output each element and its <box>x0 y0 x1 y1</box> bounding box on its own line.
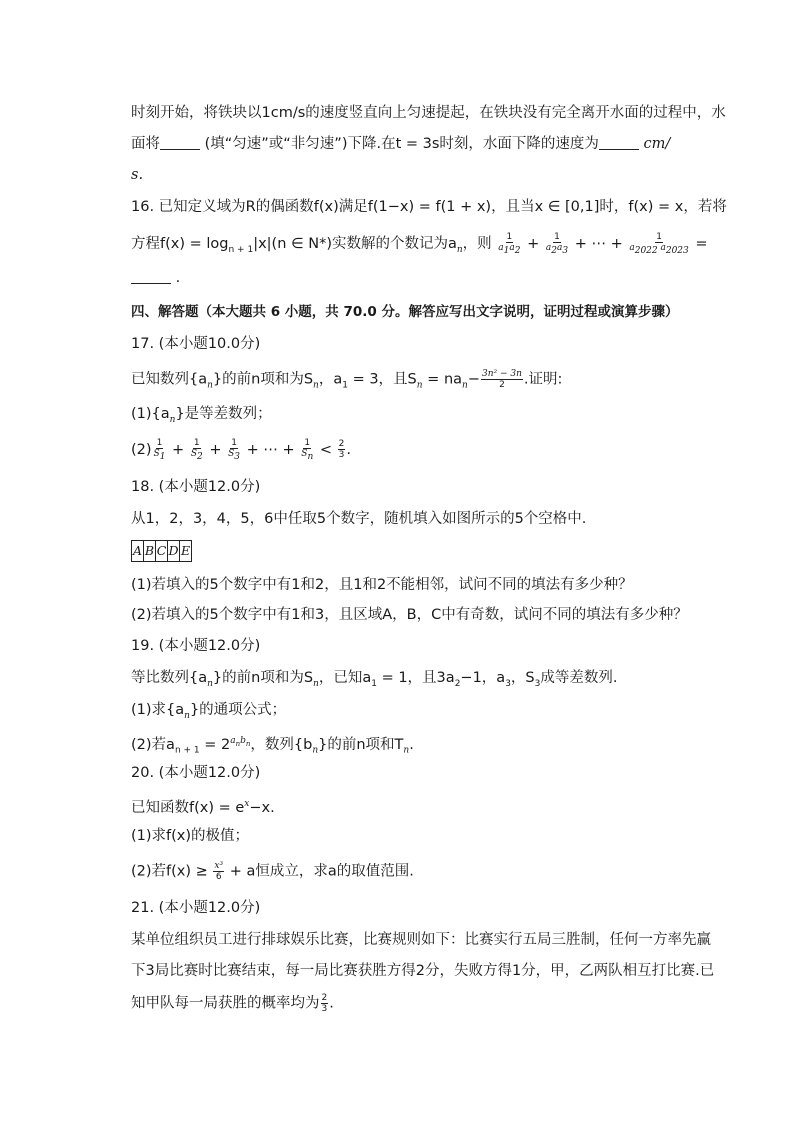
q19-stem-g: 成等差数列. <box>540 670 618 686</box>
q19-stem <box>131 668 617 694</box>
q19-stem-b: }的前n项和为S <box>212 670 314 686</box>
q20-stem-b: −x. <box>249 799 275 816</box>
grid-cell-a: A <box>131 540 144 562</box>
q19-stem-d: = 1，且3a <box>376 670 455 686</box>
sub-n: n <box>456 244 463 255</box>
p16-line2-a: 方程f(x) = log <box>131 235 229 252</box>
q17-part2: (2) $\frac{1}{S_1}$ + $\frac{1}{S_2}$ + $\frac{1}{S_3}$ + ⋯ + $\frac{1}{S_n}$ < $\frac{2}{3}$ . <box>131 438 351 462</box>
q20-part2-b: + a恒成立，求a的取值范围. <box>225 863 414 880</box>
q20-stem-sup: x <box>244 799 250 809</box>
q20-frac-num: x³ <box>214 861 224 871</box>
p16-line2-b: |x|(n ∈ N*)实数解的个数记为a <box>253 235 457 252</box>
p15-line2-b: (填“匀速”或“非匀速”)下降.在t = 3s时刻，水面下降的速度为 <box>204 136 599 152</box>
q21-line2 <box>131 961 714 981</box>
sub-1: 1 <box>371 678 377 689</box>
frac-1-a2a3: $\frac{1}{a_2a_3}$ <box>545 232 569 256</box>
q17-frac <box>481 369 523 390</box>
p16-log-base: n + 1 <box>228 244 254 255</box>
p15-unit: cm/ <box>643 136 671 152</box>
p16-line2: 方程$f(x) = \log_{n + 1}|x|(n$ ∈ N*)实数解的个数记为$a_n$，则 $\frac{1}{a_1a_2}$ + $\frac{1}{a_2a_3}$ + ⋯ + $\frac{1}{a_{2022} a_{2023}}$ = <box>131 232 708 256</box>
q19-part2-e: . <box>409 736 414 753</box>
frac-2-3 <box>321 993 329 1014</box>
q21-head <box>131 898 260 918</box>
p15-line2 <box>131 134 670 154</box>
q20-part1 <box>131 826 249 846</box>
q21-line2-text: 下3局比赛时比赛结束，每一局比赛获胜方得2分，失败方得1分，甲，乙两队相互打比赛.已 <box>131 963 715 979</box>
q18-head <box>131 477 260 497</box>
sub-3: 3 <box>534 678 541 689</box>
q17-frac2-num: 2 <box>338 439 345 450</box>
q19-stem-f: ，S <box>510 670 535 686</box>
q21-line3-end: . <box>329 995 334 1012</box>
q19-part2-sub: n + 1 <box>174 745 200 756</box>
q19-part1-b: }的通项公式； <box>189 702 287 718</box>
q19-part1 <box>131 700 286 726</box>
q21-frac-den: 3 <box>321 1004 328 1014</box>
q21-frac-num: 2 <box>321 993 328 1003</box>
sub-n: n <box>313 380 319 391</box>
q19-stem-c: ，已知a <box>318 670 372 686</box>
q17-stem-f: − <box>467 371 480 388</box>
section-4-title <box>131 302 679 322</box>
q17-stem <box>131 369 562 395</box>
q19-part2-a: (2)若a <box>131 736 175 753</box>
sub-2: 2 <box>454 678 461 689</box>
sub-n: n <box>207 380 213 391</box>
frac-2-3 <box>338 439 346 460</box>
sub-n: n <box>462 380 468 391</box>
frac-x3-6 <box>213 861 224 882</box>
sub-n: n <box>169 414 176 425</box>
q17-part1-b: }是等差数列； <box>175 406 272 422</box>
exponent-an-bn: anbn <box>230 736 251 748</box>
q17-part2-a: (2) <box>131 441 152 458</box>
q17-stem-d: = 3，且S <box>347 371 417 388</box>
q18-part1-text: (1)若填入的5个数字中有1和2，且1和2不能相邻，试问不同的填法有多少种？ <box>131 577 633 593</box>
sub-n: n <box>184 710 190 721</box>
q20-head <box>131 763 260 783</box>
frac-1-s3: $\frac{1}{S_3}$ <box>228 438 241 462</box>
grid-cell-b: B <box>144 540 156 562</box>
grid-cell-d: D <box>168 540 180 562</box>
p15-line1-text: 时刻开始，将铁块以1cm/s的速度竖直向上匀速提起，在铁块没有完全离开水面的过程中，水 <box>131 105 726 121</box>
q20-part2-a: (2)若f(x) ≥ <box>131 863 213 880</box>
q19-part2 <box>131 731 414 761</box>
p15-line3 <box>131 165 143 185</box>
q21-line3-text: 知甲队每一局获胜的概率均为 <box>131 995 320 1012</box>
q18-part1 <box>131 575 633 595</box>
q18-part2-text: (2)若填入的5个数字中有1和3，且区域A，B，C中有奇数，试问不同的填法有多少种？ <box>131 607 688 623</box>
q21-line3 <box>131 993 334 1014</box>
answer-blank <box>599 135 639 150</box>
q20-stem <box>131 794 275 818</box>
q20-head-text: 20. (本小题12.0分) <box>131 765 261 781</box>
grid-cell-e: E <box>180 540 192 562</box>
q17-part1-a: (1){a <box>131 406 170 422</box>
p16-equals: = <box>695 235 708 252</box>
q17-frac-den: 2 <box>499 380 505 390</box>
q18-head-text: 18. (本小题12.0分) <box>131 479 261 495</box>
q17-stem-g: .证明: <box>523 371 563 388</box>
frac-1-a2022a2023: $\frac{1}{a_{2022} a_{2023}}$ <box>629 232 689 256</box>
q18-stem <box>131 509 586 529</box>
q17-less-than: < <box>319 441 337 458</box>
q17-stem-b: }的前n项和为S <box>212 371 314 388</box>
q19-part2-sup: a <box>230 736 236 746</box>
p16-line1-text: 16. 已知定义域为R的偶函数f(x)满足f(1−x) = f(1 + x)，且当x ∈ [0,1]时，f(x) = x，若将 <box>131 199 727 215</box>
q19-part2-d: }的前n项和T <box>318 736 404 753</box>
q17-stem-c: ，a <box>318 371 343 388</box>
q21-head-text: 21. (本小题12.0分) <box>131 900 261 916</box>
sub-3: 3 <box>505 678 511 689</box>
q20-frac-den: 6 <box>215 872 222 882</box>
q19-stem-a: 等比数列{a <box>131 670 208 686</box>
p16-period: . <box>175 270 181 286</box>
q20-part2 <box>131 861 414 882</box>
q19-head-text: 19. (本小题12.0分) <box>131 638 261 654</box>
q19-part1-a: (1)求{a <box>131 702 185 718</box>
sub-n: n <box>207 678 213 689</box>
q19-stem-e: −1，a <box>460 670 506 686</box>
sub-n: n <box>312 745 319 756</box>
q19-part2-b: = 2 <box>199 736 231 753</box>
p16-line3 <box>131 268 180 288</box>
q17-frac2-den: 3 <box>338 450 345 461</box>
answer-blank <box>131 269 171 284</box>
q17-stem-a: 已知数列{a <box>131 371 208 388</box>
q21-line1-text: 某单位组织员工进行排球娱乐比赛，比赛规则如下：比赛实行五局三胜制，任何一方率先赢 <box>131 932 711 948</box>
p15-line1 <box>131 103 726 123</box>
q18-cell-grid <box>131 540 192 562</box>
sub-n: n <box>416 380 423 391</box>
frac-1-a1a2: $\frac{1}{a_1a_2}$ <box>498 232 521 256</box>
q19-head <box>131 636 260 656</box>
q17-part1 <box>131 404 272 430</box>
p15-line3-text: s. <box>131 167 144 183</box>
q18-stem-text: 从1，2，3，4，5，6中任取5个数字，随机填入如图所示的5个空格中. <box>131 511 587 527</box>
sub-1: 1 <box>342 380 348 391</box>
p16-line1 <box>131 197 727 217</box>
q17-frac-num: 3n² − 3n <box>481 369 522 379</box>
q17-stem-e: = na <box>422 371 463 388</box>
q17-head-text: 17. (本小题10.0分) <box>131 336 261 352</box>
section-4-title-text: 四、解答题（本大题共 6 小题，共 70.0 分。解答应写出文字说明，证明过程或演算步骤） <box>131 304 679 320</box>
p15-line2-a: 面将 <box>131 136 160 152</box>
frac-1-s1: $\frac{1}{S_1}$ <box>153 438 166 462</box>
q20-part1-text: (1)求f(x)的极值； <box>131 828 250 844</box>
q20-stem-a: 已知函数f(x) = e <box>131 799 245 816</box>
answer-blank <box>160 135 200 150</box>
q19-part2-c: ，数列{b <box>250 736 313 753</box>
p16-line2-c: ，则 <box>462 235 492 252</box>
frac-1-sn: $\frac{1}{S_n}$ <box>301 438 314 462</box>
sub-n: n <box>403 745 410 756</box>
sub-n: n <box>313 678 319 689</box>
q17-part2-end: . <box>346 441 351 458</box>
q17-head <box>131 334 260 354</box>
q18-part2 <box>131 605 688 625</box>
q21-line1 <box>131 930 711 950</box>
grid-cell-c: C <box>156 540 168 562</box>
frac-1-s2: $\frac{1}{S_2}$ <box>190 438 203 462</box>
